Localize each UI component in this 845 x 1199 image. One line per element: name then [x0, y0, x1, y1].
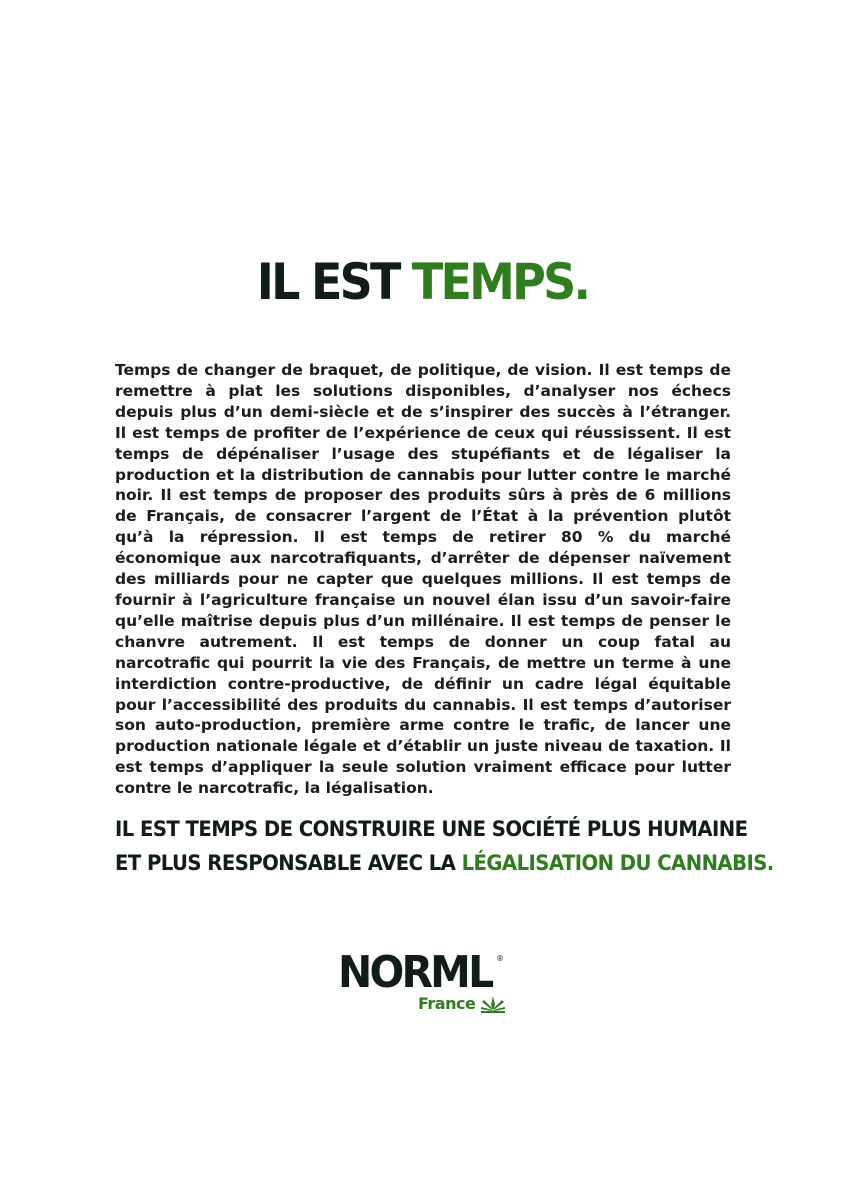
norml-france-logo	[338, 948, 508, 1018]
logo-wordmark: NORML	[338, 947, 492, 998]
tagline-line2	[115, 846, 774, 880]
registered-mark: ®	[496, 954, 504, 963]
headline-part1: IL EST	[256, 253, 412, 311]
headline-part2: TEMPS.	[411, 253, 589, 311]
tagline	[115, 812, 774, 880]
tagline-line1: IL EST TEMPS DE CONSTRUIRE UNE SOCIÉTÉ PLUS HUMAINE	[115, 817, 748, 841]
tagline-line2-part1: ET PLUS RESPONSABLE AVEC LA	[115, 851, 462, 875]
logo-subtitle: France	[418, 994, 476, 1013]
cannabis-leaf-icon	[480, 995, 506, 1013]
tagline-line2-part2: LÉGALISATION DU CANNABIS.	[461, 851, 774, 875]
body-paragraph: Temps de changer de braquet, de politique, de vision. Il est temps de remettre à plat les solutions disponibles, d’analyser nos échecs depuis plus d’un demi-siècle et de s’inspirer des succès à l’étranger. Il est temps de profiter de l’expérience de ceux qui réussissent. Il est temps de dépénaliser l’usage des stupéfiants et de légaliser la production et la distribution de cannabis pour lutter contre le marché noir. Il est temps de proposer des produits sûrs à près de 6 millions de Français, de consacrer l’argent de l’État à la prévention plutôt qu’à la répression. Il est temps de retirer 80 % du marché économique aux narcotrafiquants, d’arrêter de dépenser naïvement des milliards pour ne capter que quelques millions. Il est temps de fournir à l’agriculture française un nouvel élan issu d’un savoir-faire qu’elle maîtrise depuis plus d’un millénaire. Il est temps de penser le chanvre autrement. Il est temps de donner un coup fatal au narcotrafic qui pourrit la vie des Français, de mettre un terme à une interdiction contre-productive, de définir un cadre légal équitable pour l’accessibilité des produits du cannabis. Il est temps d’autoriser son auto-production, première arme contre le trafic, de lancer une production nationale légale et d’établir un juste niveau de taxation. Il est temps d’appliquer la seule solution vraiment efficace pour lutter contre le narcotrafic, la légalisation.	[115, 361, 731, 798]
headline	[34, 250, 811, 314]
